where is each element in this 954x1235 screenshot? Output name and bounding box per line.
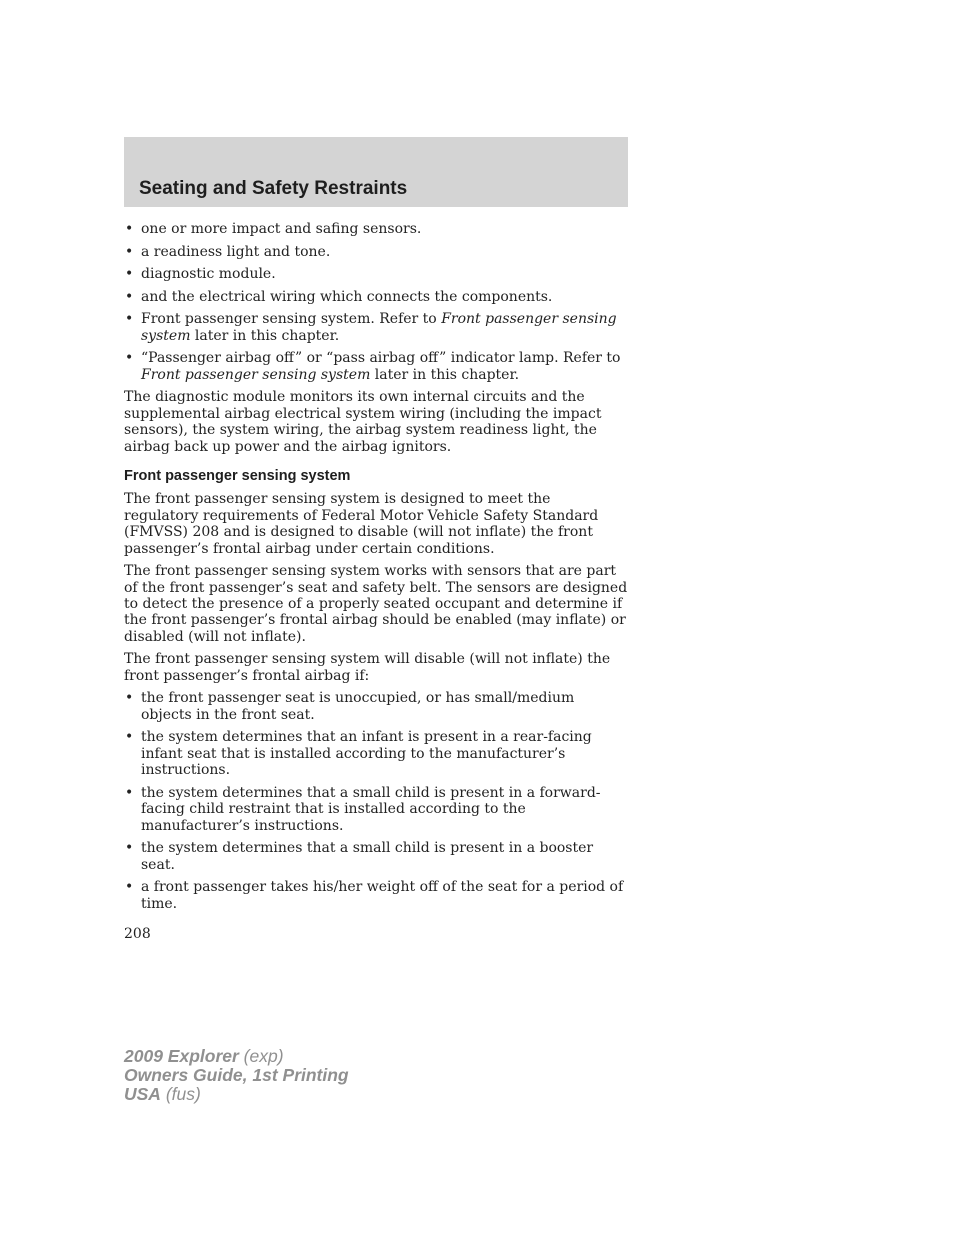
list-item-text: one or more impact and safing sensors. bbox=[141, 221, 422, 237]
list-item-text: the system determines that a small child is present in a booster seat. bbox=[141, 840, 594, 873]
bullet: • bbox=[125, 879, 134, 896]
body-paragraph: The front passenger sensing system is designed to meet the regulatory requirements of Federal Motor Vehicle Safety Standard (FMVSS) 208 and is designed to disable (will not inflate) the front passenger’s frontal airbag under certain conditions. bbox=[124, 491, 599, 557]
list-item-text: and the electrical wiring which connects the components. bbox=[141, 288, 553, 305]
list-item bbox=[124, 729, 628, 778]
bullet: • bbox=[125, 221, 134, 237]
footer-market: USA bbox=[124, 1084, 161, 1104]
list-item bbox=[124, 879, 628, 912]
list-item-text: later in this chapter. bbox=[370, 366, 520, 383]
header-band bbox=[124, 137, 628, 207]
list-item bbox=[124, 690, 628, 723]
body-paragraph: The front passenger sensing system works with sensors that are part of the front passenger’s seat and safety belt. The sensors are designed to detect the presence of a properly seated occupant and determine if the front passenger’s frontal airbag should be enabled (may inflate) or disabled (will not inflate). bbox=[124, 563, 628, 645]
body-paragraph: The front passenger sensing system will disable (will not inflate) the front passenger’s frontal airbag if: bbox=[124, 651, 611, 684]
list-item-text: Front passenger sensing system. Refer to bbox=[141, 311, 442, 328]
list-item-text: later in this chapter. bbox=[190, 327, 340, 344]
bullet: • bbox=[125, 266, 134, 283]
diagnostic-paragraph: The diagnostic module monitors its own internal circuits and the supplemental airbag electrical system wiring (including the impact sensors), the system wiring, the airbag system readiness light, the airbag back up power and the airbag ignitors. bbox=[124, 389, 602, 455]
section-heading: Front passenger sensing system bbox=[124, 468, 351, 484]
list-item-text: the system determines that an infant is present in a rear-facing infant seat that is installed according to the manufacturer’s instructions. bbox=[141, 729, 592, 779]
footer-model: 2009 Explorer bbox=[124, 1046, 239, 1066]
cross-reference: Front passenger sensing system bbox=[141, 366, 371, 383]
bullet: • bbox=[125, 350, 134, 367]
list-item-text: “Passenger airbag off” or “pass airbag off” indicator lamp. Refer to bbox=[141, 350, 621, 367]
list-item-text: diagnostic module. bbox=[141, 266, 276, 283]
list-item-text: the front passenger seat is unoccupied, or has small/medium objects in the front seat. bbox=[141, 690, 575, 723]
page-number: 208 bbox=[124, 926, 151, 942]
footer-line-edition bbox=[124, 1066, 349, 1085]
footer-line-market bbox=[124, 1085, 349, 1104]
list-item-text: the system determines that a small child is present in a forward-facing child restraint that is installed according to the manufacturer’s instructions. bbox=[141, 784, 601, 834]
list-item bbox=[124, 840, 628, 873]
bullet: • bbox=[125, 784, 134, 801]
list-item bbox=[124, 244, 628, 260]
bullet: • bbox=[125, 729, 134, 746]
chapter-title: Seating and Safety Restraints bbox=[139, 178, 408, 199]
bullet: • bbox=[125, 311, 134, 328]
disable-conditions-list bbox=[124, 690, 628, 912]
list-item bbox=[124, 289, 628, 305]
footer-model-code: (exp) bbox=[243, 1046, 284, 1066]
list-item bbox=[124, 221, 628, 237]
list-item bbox=[124, 785, 628, 834]
bullet: • bbox=[125, 243, 134, 260]
bullet: • bbox=[125, 840, 134, 857]
footer-line-model bbox=[124, 1047, 349, 1066]
bullet: • bbox=[125, 288, 134, 305]
list-item bbox=[124, 266, 628, 282]
list-item-text: a readiness light and tone. bbox=[141, 243, 331, 260]
bullet: • bbox=[125, 690, 134, 707]
page-content bbox=[124, 221, 628, 918]
list-item-text: a front passenger takes his/her weight off of the seat for a period of time. bbox=[141, 879, 624, 912]
footer-market-code: (fus) bbox=[165, 1084, 201, 1104]
footer-edition: Owners Guide, 1st Printing bbox=[124, 1065, 349, 1085]
cross-reference: Front passenger sensing system bbox=[141, 311, 617, 344]
list-item bbox=[124, 311, 628, 344]
component-list bbox=[124, 221, 628, 383]
list-item bbox=[124, 350, 628, 383]
footer-imprint bbox=[124, 1047, 349, 1104]
